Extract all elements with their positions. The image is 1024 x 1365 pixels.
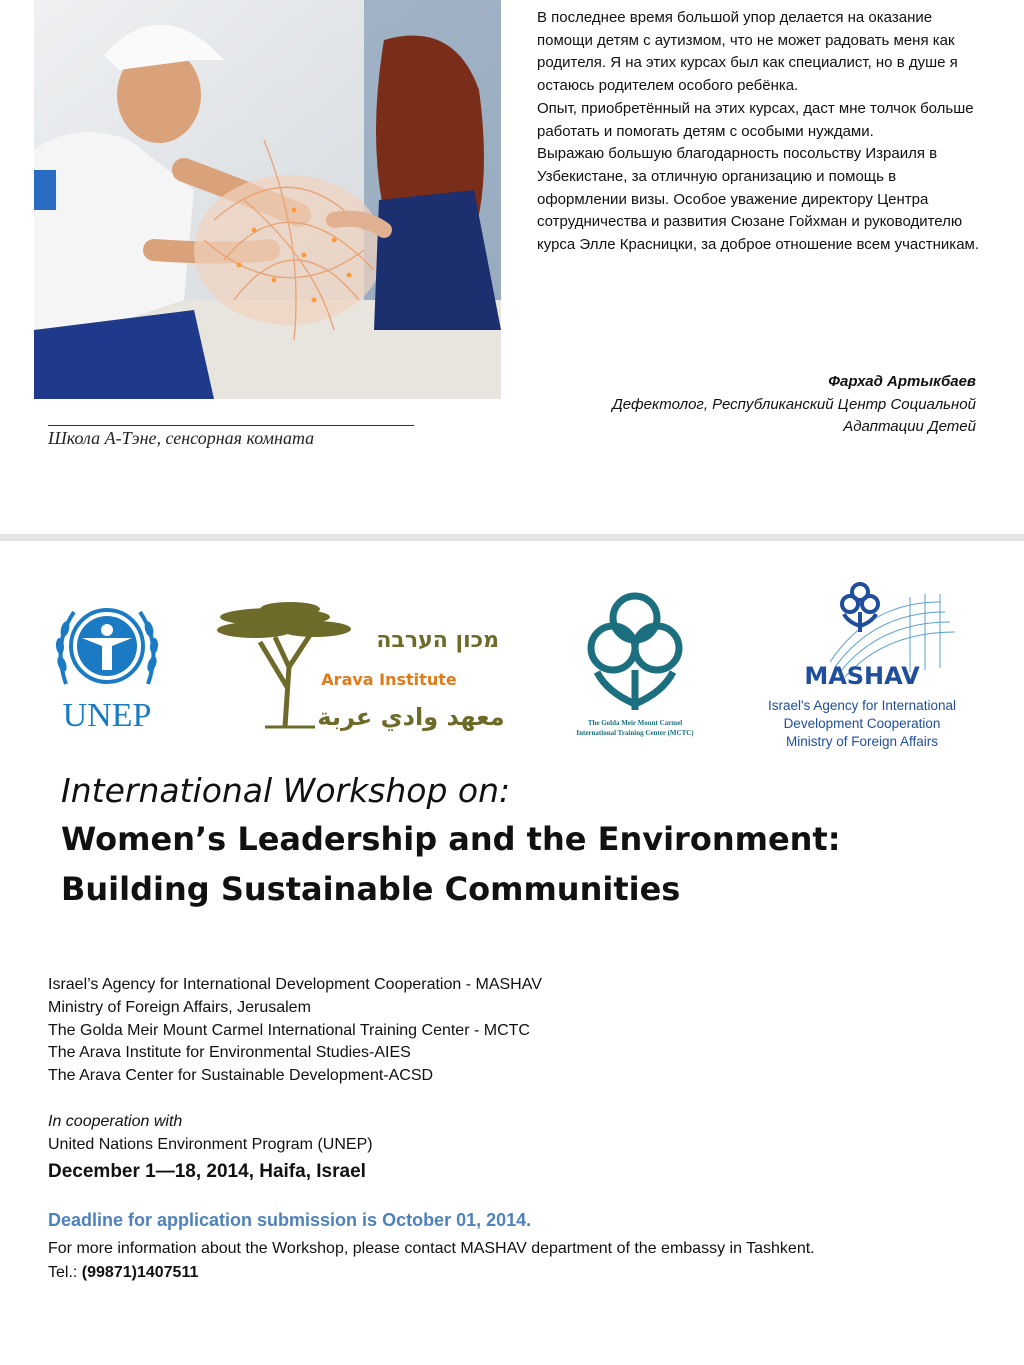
contact-phone <box>48 1261 815 1285</box>
mashav-line1: Israel's Agency for International <box>768 698 956 713</box>
phone-label: Tel.: <box>48 1264 82 1281</box>
testimony-paragraph: Выражаю большую благодарность посольству Израиля в Узбекистане, за отличную организацию и помощь в оформлении визы. Особое уважение директору Центра сотрудничества и развития Сюзане Гойхман и руководителю курса Элле Красницки, за доброе отношение всем участникам. <box>537 145 980 254</box>
arava-institute-logo <box>215 597 503 737</box>
mctc-emblem-icon <box>567 592 703 742</box>
workshop-intro: International Workshop on: <box>61 771 511 810</box>
cooperation-block <box>48 1111 373 1185</box>
arava-hebrew-name: מכון הערבה <box>376 628 499 653</box>
phone-number: (99871)1407511 <box>81 1264 199 1281</box>
testimony-paragraph: В последнее время большой упор делается на оказание помощи детям с аутизмом, что не может радовать меня как родителя. Я на этих курсах был как специалист, но в душе я остаюсь родителем особого ребёнка. <box>537 9 958 95</box>
mctc-logo <box>567 592 703 742</box>
mashav-emblem-icon <box>760 582 970 752</box>
organizer-item: Ministry of Foreign Affairs, Jerusalem <box>48 998 311 1016</box>
workshop-dates: December 1—18, 2014, Haifa, Israel <box>48 1160 366 1182</box>
mashav-name: MASHAV <box>804 662 920 690</box>
cooperation-label: In cooperation with <box>48 1113 183 1130</box>
workshop-title-line2: Building Sustainable Communities <box>61 870 681 908</box>
mctc-line1: The Golda Meir Mount Carmel <box>587 719 683 727</box>
caption-rule <box>48 425 414 426</box>
unep-emblem-icon <box>48 594 166 732</box>
unep-logo-text: UNEP <box>62 697 152 732</box>
sensory-room-photo <box>34 0 501 399</box>
organizer-item: Israel’s Agency for International Development Cooperation - MASHAV <box>48 976 542 993</box>
author-position-line1: Дефектолог, Республиканский Центр Социальной <box>612 395 976 413</box>
organizers-list <box>48 974 542 1088</box>
arava-english-name: Arava Institute <box>321 670 457 689</box>
mashav-logo <box>760 582 970 752</box>
author-name: Фархад Артыкбаев <box>828 373 976 390</box>
testimony-text <box>537 7 987 257</box>
workshop-title-line1: Women’s Leadership and the Environment: <box>61 820 841 858</box>
application-deadline: Deadline for application submission is October 01, 2014. <box>48 1210 532 1230</box>
arava-tree-icon <box>215 597 503 737</box>
testimony-signature <box>516 371 976 439</box>
mctc-line2: International Training Center (MCTC) <box>576 729 694 737</box>
mashav-line2: Development Cooperation <box>783 716 941 731</box>
testimony-paragraph: Опыт, приобретённый на этих курсах, даст мне толчок больше работать и помогать детям с особыми нуждами. <box>537 99 974 140</box>
organizer-item: The Arava Institute for Environmental Studies-AIES <box>48 1044 411 1062</box>
contact-info <box>48 1237 815 1285</box>
contact-text: For more information about the Workshop, please contact MASHAV department of the embassy in Tashkent. <box>48 1240 815 1257</box>
arava-arabic-name: معهد وادي عربة <box>317 703 503 731</box>
organizer-item: The Golda Meir Mount Carmel International Training Center - MCTC <box>48 1021 530 1039</box>
organizer-item: The Arava Center for Sustainable Development-ACSD <box>48 1067 434 1085</box>
author-position-line2: Адаптации Детей <box>843 418 976 435</box>
cooperation-partner: United Nations Environment Program (UNEP) <box>48 1135 373 1153</box>
unep-logo <box>48 594 166 732</box>
section-divider <box>0 534 1024 541</box>
photo-illustration <box>34 0 501 399</box>
mashav-line3: Ministry of Foreign Affairs <box>785 734 939 749</box>
photo-caption: Школа А-Тэне, сенсорная комната <box>48 428 315 448</box>
workshop-title-block <box>61 768 961 914</box>
